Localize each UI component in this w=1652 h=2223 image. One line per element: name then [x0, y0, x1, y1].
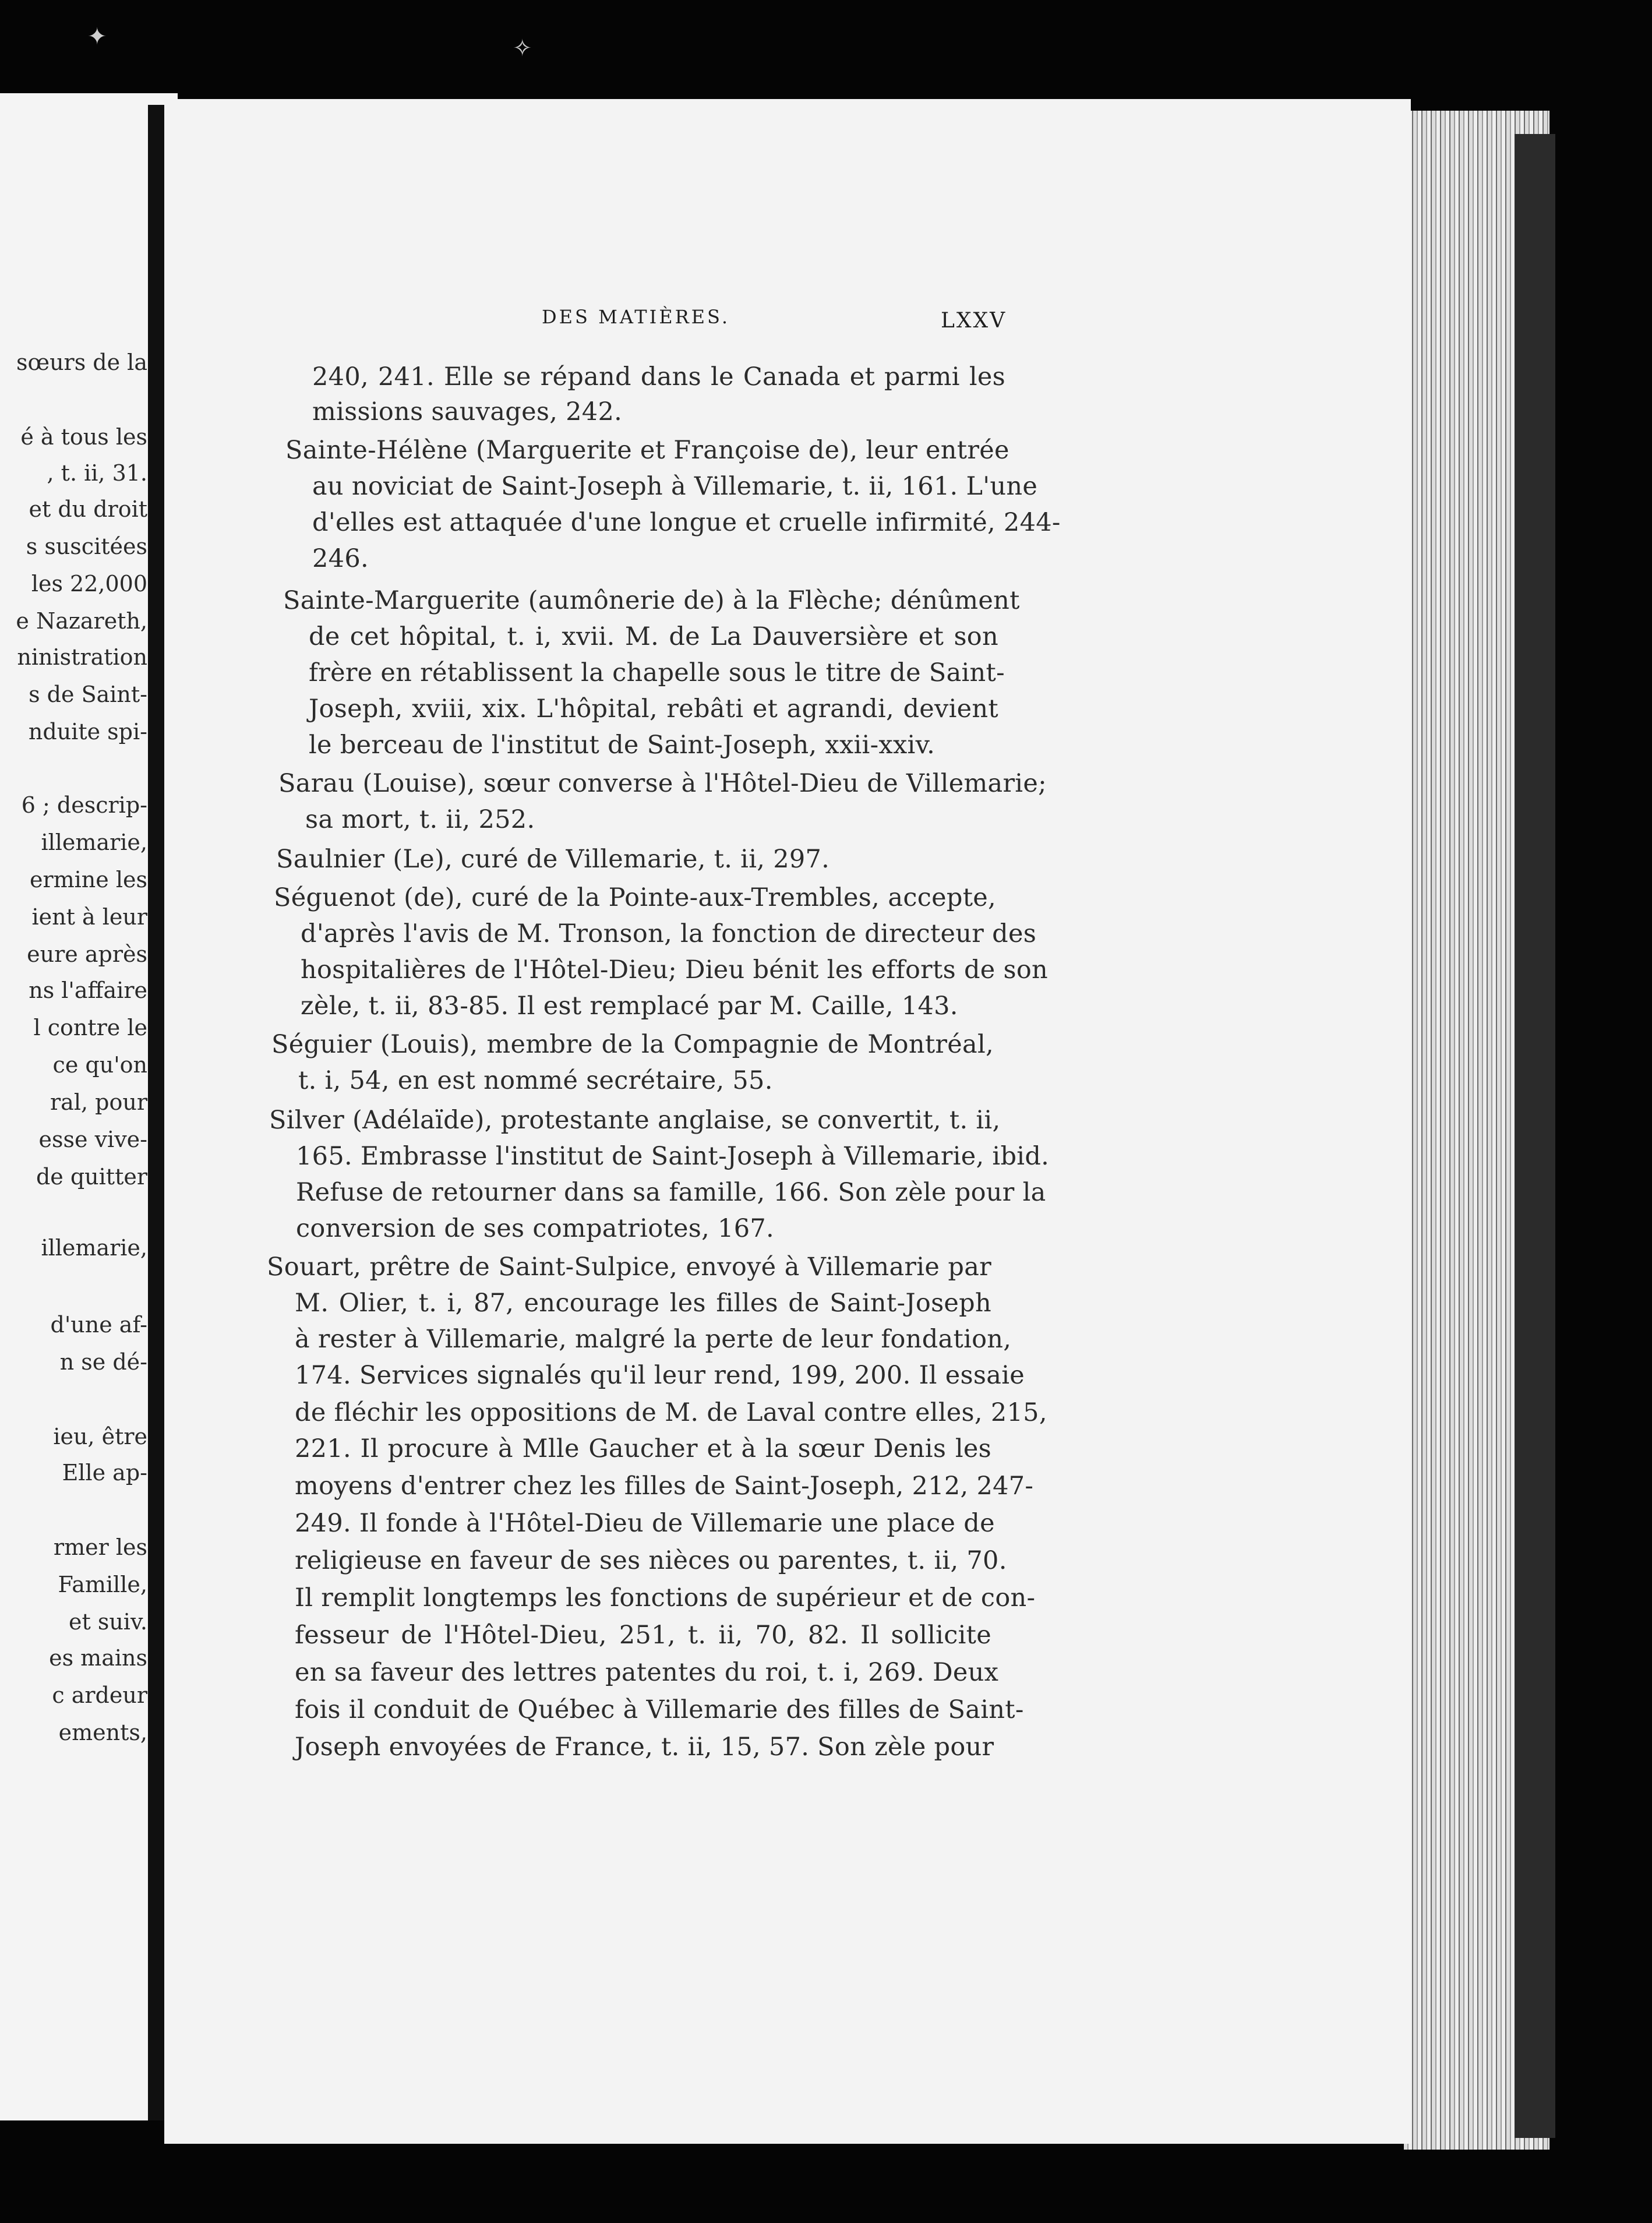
page-number: LXXV: [941, 309, 1007, 333]
left-page-text: d'une af-: [50, 1312, 147, 1338]
left-page-text: nduite spi-: [28, 719, 147, 744]
left-page-text: ns l'affaire: [29, 978, 147, 1003]
index-line: en sa faveur des lettres patentes du roi, t. i, 269. Deux: [295, 1658, 999, 1687]
index-line: Joseph, xviii, xix. L'hôpital, rebâti et agrandi, devient: [309, 694, 998, 724]
index-entry-sainte-marguerite: Sainte-Marguerite (aumônerie de) à la Flèche; dénûment: [283, 586, 1020, 615]
left-page-text: c ardeur: [52, 1682, 147, 1708]
index-line: 249. Il fonde à l'Hôtel-Dieu de Villemarie une place de: [295, 1509, 995, 1538]
left-page-text: Elle ap-: [62, 1460, 147, 1485]
index-line: de cet hôpital, t. i, xvii. M. de La Dauversière et son: [309, 622, 998, 651]
index-line: moyens d'entrer chez les filles de Saint-Joseph, 212, 247-: [295, 1472, 1034, 1501]
index-line: 165. Embrasse l'institut de Saint-Joseph à Villemarie, ibid.: [296, 1142, 1050, 1171]
index-line: le berceau de l'institut de Saint-Joseph, xxii-xxiv.: [309, 731, 936, 760]
left-page-text: , t. ii, 31.: [47, 460, 147, 486]
left-page-text: ninistration: [17, 644, 147, 670]
left-page-text: ermine les: [29, 867, 147, 892]
left-page-text: ce qu'on: [52, 1052, 147, 1078]
index-line: hospitalières de l'Hôtel-Dieu; Dieu bénit les efforts de son: [301, 955, 1049, 985]
index-line: frère en rétablissent la chapelle sous le titre de Saint-: [309, 658, 1005, 687]
left-page-text: et suiv.: [68, 1609, 147, 1635]
left-page-text: e Nazareth,: [16, 608, 147, 634]
left-page-text: esse vive-: [38, 1127, 147, 1152]
index-line: Joseph envoyées de France, t. ii, 15, 57. Son zèle pour: [295, 1732, 994, 1762]
left-page-text: s suscitées: [26, 534, 147, 559]
left-page-text: ient à leur: [31, 904, 147, 930]
index-entry-seguier: Séguier (Louis), membre de la Compagnie de Montréal,: [271, 1030, 994, 1059]
index-line: au noviciat de Saint-Joseph à Villemarie, t. ii, 161. L'une: [312, 472, 1038, 501]
running-head: DES MATIÈRES.: [542, 306, 730, 328]
left-page-text: sœurs de la: [16, 350, 147, 375]
left-page-text: ements,: [58, 1720, 147, 1745]
left-page-text: ral, pour: [50, 1089, 147, 1115]
index-line: 246.: [312, 544, 369, 573]
index-entry-seguenot: Séguenot (de), curé de la Pointe-aux-Trembles, accepte,: [274, 883, 996, 912]
index-entry-silver: Silver (Adélaïde), protestante anglaise, se convertit, t. ii,: [269, 1106, 1001, 1135]
index-line: à rester à Villemarie, malgré la perte de leur fondation,: [295, 1325, 1012, 1354]
index-entry-sarau: Sarau (Louise), sœur converse à l'Hôtel-Dieu de Villemarie;: [278, 769, 1047, 798]
index-line: fois il conduit de Québec à Villemarie des filles de Saint-: [295, 1695, 1024, 1724]
index-line: religieuse en faveur de ses nièces ou parentes, t. ii, 70.: [295, 1546, 1007, 1575]
index-line: M. Olier, t. i, 87, encourage les filles de Saint-Joseph: [295, 1289, 991, 1318]
left-page-text: n se dé-: [59, 1349, 147, 1375]
left-page-text: de quitter: [36, 1164, 147, 1190]
index-line: zèle, t. ii, 83-85. Il est remplacé par M. Caille, 143.: [301, 991, 958, 1021]
left-page-text: s de Saint-: [29, 682, 147, 707]
left-page-text: l contre le: [33, 1015, 147, 1040]
left-page-text: eure après: [27, 941, 147, 967]
index-line: conversion de ses compatriotes, 167.: [296, 1214, 774, 1243]
index-entry-souart: Souart, prêtre de Saint-Sulpice, envoyé à Villemarie par: [267, 1252, 991, 1282]
left-page-text: illemarie,: [41, 830, 147, 855]
left-page-text: é à tous les: [20, 424, 147, 450]
index-line: de fléchir les oppositions de M. de Laval contre elles, 215,: [295, 1398, 1047, 1427]
index-line: fesseur de l'Hôtel-Dieu, 251, t. ii, 70, 82. Il sollicite: [295, 1621, 991, 1650]
dust-speck: ✦: [87, 23, 107, 50]
dust-speck: ✧: [513, 35, 532, 62]
left-page-text: 6 ; descrip-: [21, 792, 147, 818]
index-line: sa mort, t. ii, 252.: [305, 805, 535, 834]
left-page-text: et du droit: [29, 496, 147, 522]
left-page-text: es mains: [49, 1645, 147, 1671]
index-line: Il remplit longtemps les fonctions de supérieur et de con-: [295, 1583, 1036, 1612]
left-page-text: Famille,: [58, 1572, 147, 1597]
index-line: 174. Services signalés qu'il leur rend, 199, 200. Il essaie: [295, 1361, 1025, 1390]
index-line: d'elles est attaquée d'une longue et cruelle infirmité, 244-: [312, 508, 1061, 537]
index-line: 240, 241. Elle se répand dans le Canada et parmi les: [312, 362, 1005, 391]
index-line: missions sauvages, 242.: [312, 397, 623, 426]
index-entry-saulnier: Saulnier (Le), curé de Villemarie, t. ii, 297.: [276, 845, 830, 874]
left-page-text: ieu, être: [53, 1424, 147, 1449]
index-line: t. i, 54, en est nommé secrétaire, 55.: [298, 1066, 773, 1095]
index-line: d'après l'avis de M. Tronson, la fonction de directeur des: [301, 919, 1037, 948]
left-page-text: illemarie,: [41, 1235, 147, 1261]
left-page-text: rmer les: [53, 1534, 147, 1560]
left-page-text: les 22,000: [31, 571, 147, 597]
index-entry-sainte-helene: Sainte-Hélène (Marguerite et Françoise de), leur entrée: [285, 436, 1009, 465]
index-line: 221. Il procure à Mlle Gaucher et à la sœur Denis les: [295, 1434, 991, 1463]
index-line: Refuse de retourner dans sa famille, 166. Son zèle pour la: [296, 1178, 1046, 1207]
